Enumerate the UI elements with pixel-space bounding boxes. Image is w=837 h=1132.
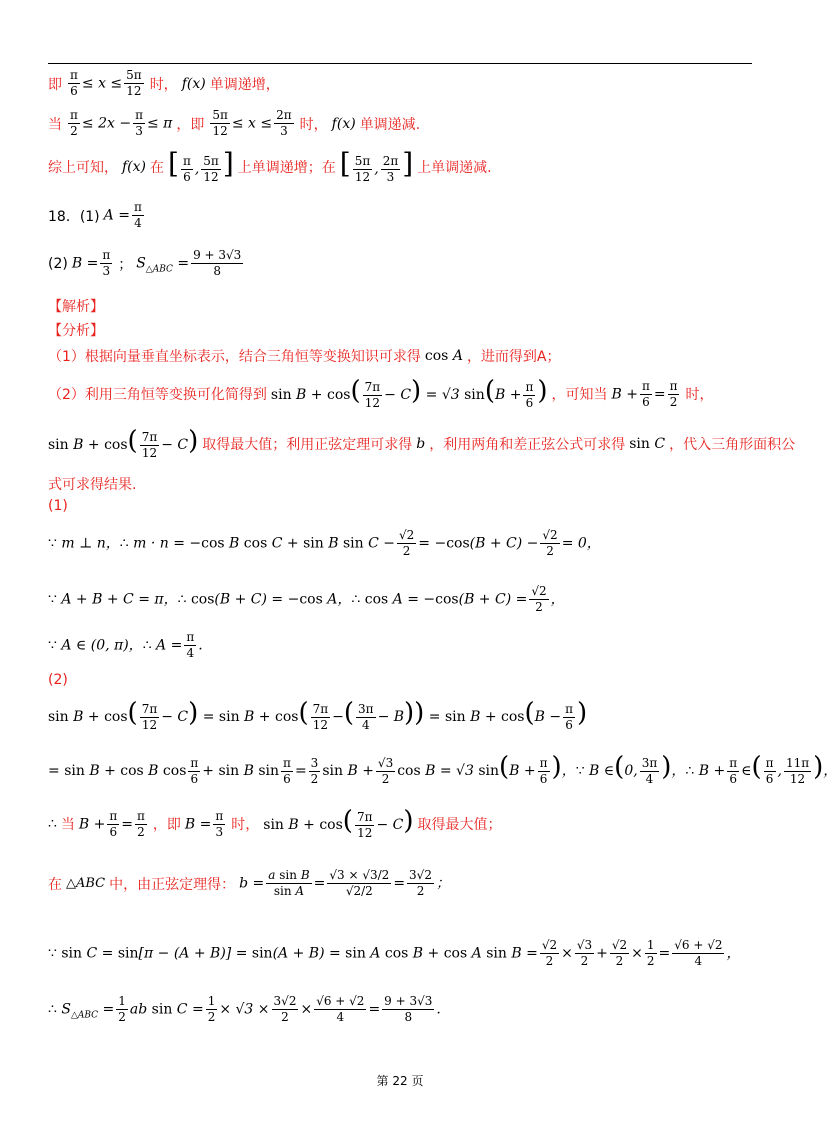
part-number: (2) [48, 255, 68, 272]
text: 当 [60, 817, 75, 834]
solution-line-1 [48, 528, 752, 559]
question-number: 18．(1) [48, 208, 100, 225]
solution-line-8 [48, 938, 752, 969]
text: 取得最大值；利用正弦定理可求得 [202, 437, 413, 454]
text: 取得最大值； [417, 817, 502, 834]
formula: A = $\frac{\pi}{4}$ [103, 200, 142, 230]
text: ，可知当 [551, 387, 608, 404]
text: 时， [685, 387, 714, 404]
text: 综上可知， [48, 160, 118, 177]
page-number: 第 22 页 [376, 1074, 424, 1088]
solution-line-9 [48, 994, 752, 1025]
text: 上单调递增；在 [237, 160, 336, 177]
text: ，进而得到A； [466, 349, 561, 365]
formula: cos A [424, 348, 463, 364]
part-label: (1) [48, 498, 68, 514]
formula: sin B + cos( $\frac{7\pi}{12}$ − C) [263, 806, 414, 840]
formula: ∴ $S_{\triangle ABC}$ = $\frac{1}{2}$ ab sin C = $\frac{1}{2}$ × √3 × $\frac{3√2}{2}$ × $\frac{√6 + √2}{4}$ = $\frac{9 + 3√3}{8}$ . [48, 994, 441, 1024]
formula: sin B + cos( $\frac{7\pi}{12}$ − C) = sin B + cos( $\frac{7\pi}{12}$ −( $\frac{3\pi}{4}$ − B)) = sin B + cos(B − $\frac{\pi}{6}$ ) [48, 698, 588, 732]
formula: b = $\frac{\text{a sin B}}{\text{sin A}}$ = $\frac{√3 \times √3/2}{√2/2}$ = $\frac{3√2}{2}$ ； [239, 868, 450, 898]
formula: B = $\frac{\pi}{3}$ [184, 808, 224, 839]
formula: $\frac{5\pi}{12}$ ≤ x ≤ $\frac{2\pi}{3}$ [212, 108, 292, 138]
text: ，即 [152, 817, 181, 834]
separator: ； [118, 256, 133, 273]
formula: [ $\frac{\pi}{6}$ , $\frac{5\pi}{12}$ ] [168, 147, 234, 184]
formula: sin C [629, 436, 666, 453]
part-2-label [48, 672, 752, 688]
solution-line-3 [48, 630, 752, 661]
formula: $\frac{\pi}{2}$ ≤ 2x − $\frac{\pi}{3}$ ≤ π [70, 108, 173, 138]
formula: = sin B + cos B cos $\frac{\pi}{6}$ + sin B sin $\frac{\pi}{6}$ = $\frac{3}{2}$ sin B + $\frac{√3}{2}$ cos B = √3 sin(B + $\frac{\pi}{6}$ )，∵ B ∈(0, $\frac{3\pi}{4}$ )，∴ B + $\frac{\pi}{6}$ ∈( $\frac{\pi}{6}$ , $\frac{11\pi}{12}$ )， [48, 752, 837, 786]
formula: ∵ m ⊥ n，∴ m · n = −cos B cos C + sin B sin C − $\frac{√2}{2}$ = −cos(B + C) − $\frac{√2}{2}$ = 0， [48, 528, 601, 558]
text: （1）根据向量垂直坐标表示，结合三角恒等变换知识可求得 [48, 349, 421, 365]
text: （2）利用三角恒等变换可化简得到 [48, 387, 267, 404]
text: 单调递增， [209, 76, 280, 93]
analysis-heading [48, 296, 752, 316]
formula: [ $\frac{5\pi}{12}$ , $\frac{2\pi}{3}$ ] [339, 147, 414, 184]
text: 中，由正弦定理得： [109, 876, 236, 893]
formula: $S_{\triangle ABC}$ = $\frac{9 + 3√3}{8}$ [136, 248, 242, 278]
outline-heading [48, 320, 752, 340]
header-rule [48, 63, 752, 64]
text: 时， [149, 76, 178, 93]
solution-line-7 [48, 868, 752, 899]
formula: ∴ [48, 816, 57, 833]
text: ，代入三角形面积公 [669, 437, 796, 454]
part-label: (2) [48, 672, 68, 688]
formula: f(x) [181, 75, 206, 92]
formula: $\frac{\pi}{6}$ ≤ x ≤ $\frac{5\pi}{12}$ [70, 68, 142, 98]
formula: ∵ sin C = sin[π − (A + B)] = sin(A + B) = sin A cos B + cos A sin B = $\frac{√2}{2}$ × $\frac{√3}{2}$ + $\frac{√2}{2}$ × $\frac{1}{2}$ = $\frac{√6 + √2}{4}$ ， [48, 938, 741, 968]
line-3 [48, 147, 752, 185]
formula: ∵ A + B + C = π，∴ cos(B + C) = −cos A，∴ cos A = −cos(B + C) = $\frac{√2}{2}$ ， [48, 584, 565, 614]
outline-1 [48, 346, 752, 366]
solution-line-6 [48, 808, 752, 841]
outline-4 [48, 474, 752, 494]
formula: B = $\frac{\pi}{3}$ [71, 248, 111, 278]
formula: B + $\frac{\pi}{6}$ = $\frac{\pi}{2}$ [78, 808, 145, 839]
solution-line-5 [48, 752, 837, 787]
text: 在 [48, 876, 62, 893]
answer-18-2 [48, 248, 752, 279]
formula: f(x) [122, 159, 147, 176]
formula: b [416, 436, 426, 453]
solution-line-2 [48, 584, 752, 615]
outline-3 [48, 426, 796, 461]
text: 式可求得结果. [48, 477, 137, 493]
formula: △ABC [66, 876, 106, 891]
formula: sin B + cos( $\frac{7\pi}{12}$ − C) = √3 sin(B + $\frac{\pi}{6}$ ) [270, 376, 548, 410]
text: 在 [150, 160, 165, 177]
text: 单调递减. [359, 116, 421, 133]
text: 上单调递减. [417, 160, 492, 177]
formula: sin B + cos( $\frac{7\pi}{12}$ − C) [48, 426, 199, 460]
answer-18-1 [48, 200, 752, 231]
line-2 [48, 108, 752, 139]
formula: ∵ A ∈ (0, π)，∴ A = $\frac{\pi}{4}$ . [48, 630, 203, 660]
text: 当 [48, 116, 62, 133]
formula: f(x) [331, 115, 356, 132]
text: ，利用两角和差正弦公式可求得 [429, 437, 626, 454]
text: 时， [231, 817, 260, 834]
text: 时， [299, 116, 328, 133]
line-1 [48, 68, 752, 99]
text: ，即 [176, 116, 205, 133]
formula: B + $\frac{\pi}{6}$ = $\frac{\pi}{2}$ [611, 378, 678, 409]
heading: 【解析】 [48, 299, 104, 315]
solution-line-4 [48, 700, 752, 733]
heading: 【分析】 [48, 323, 104, 339]
outline-2 [48, 378, 752, 411]
text: 即 [48, 76, 62, 93]
part-1-label [48, 498, 752, 514]
